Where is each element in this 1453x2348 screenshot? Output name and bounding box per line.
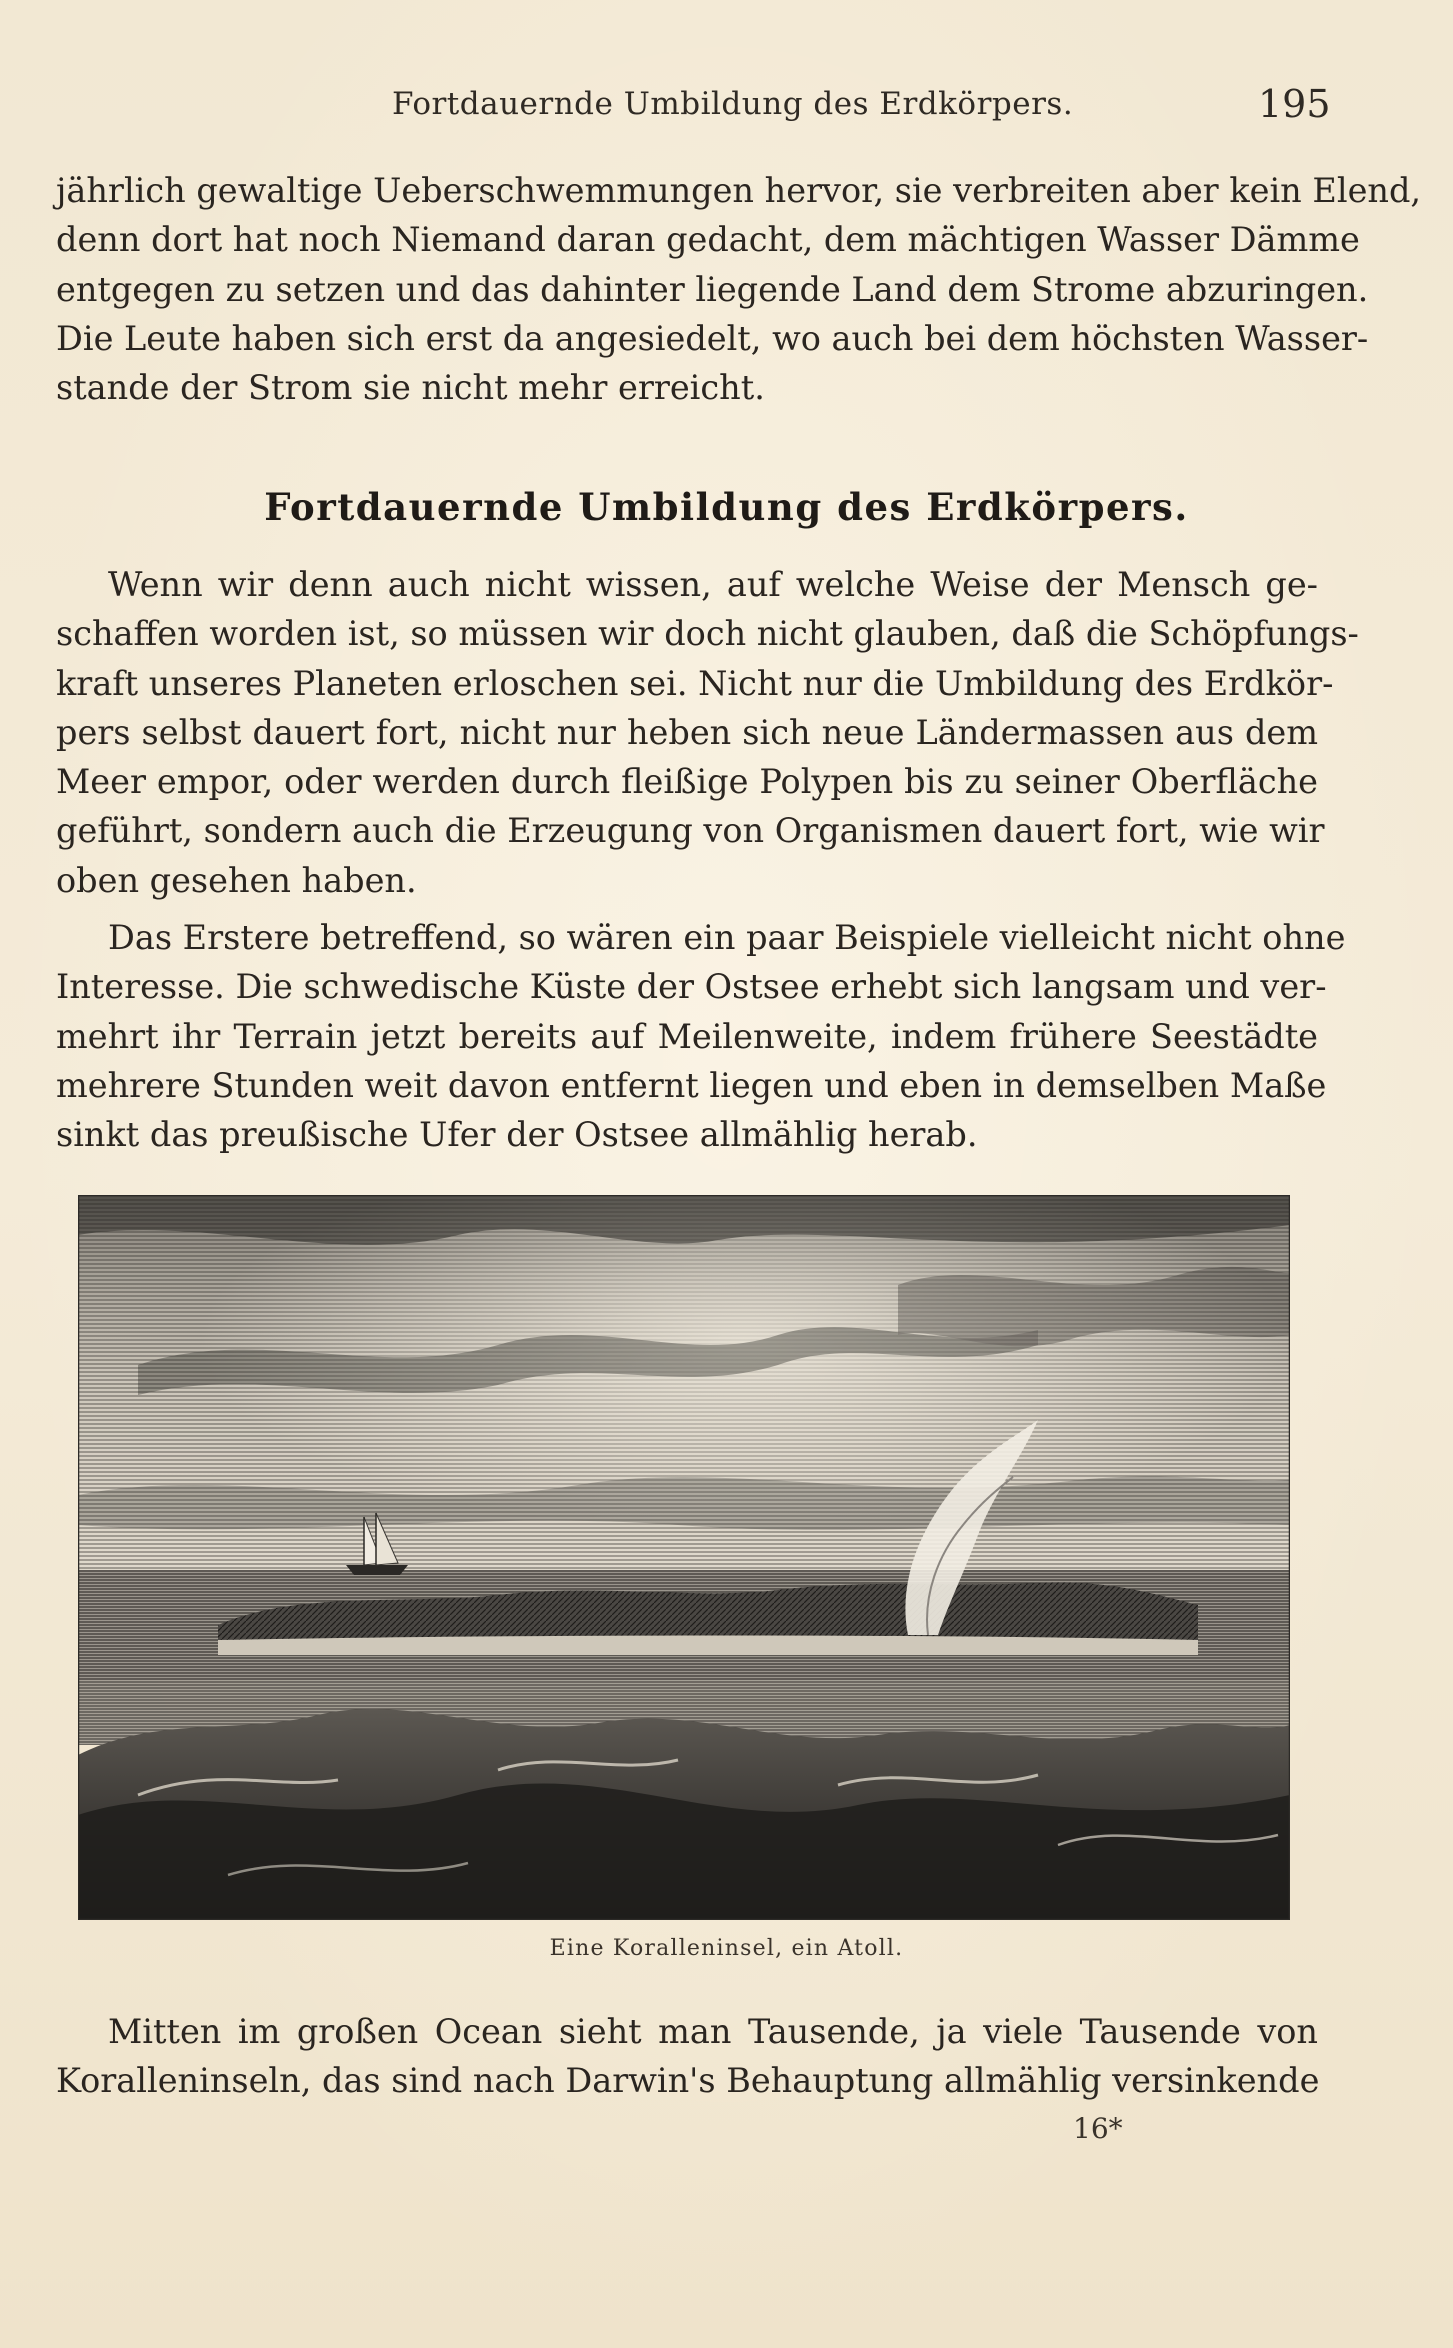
text-line: sinkt das preußische Ufer der Ostsee allmählig herab. [56, 1115, 978, 1155]
engraving-illustration [78, 1195, 1290, 1920]
paragraph-2 [56, 560, 1359, 905]
text-line: schaffen worden ist, so müssen wir doch nicht glauben, daß die Schöpfungs- [56, 614, 1359, 654]
text-line: Mitten im großen Ocean sieht man Tausende, ja viele Tausende von [108, 2012, 1318, 2051]
text-line: Interesse. Die schwedische Küste der Ostsee erhebt sich langsam und ver- [56, 967, 1327, 1007]
text-line: mehrere Stunden weit davon entfernt liegen und eben in demselben Maße [56, 1065, 1327, 1105]
paragraph-4 [56, 2007, 1318, 2106]
page-number: 195 [1258, 82, 1331, 126]
text-line: Das Erstere betreffend, so wären ein paar Beispiele vielleicht nicht ohne [108, 918, 1346, 957]
foreground-waves [78, 1709, 1290, 1920]
paragraph-3 [56, 913, 1346, 1159]
atoll-engraving [78, 1195, 1290, 1920]
figure-caption: Eine Koralleninsel, ein Atoll. [549, 1936, 904, 1961]
text-line: Koralleninseln, das sind nach Darwin's Behauptung allmählig versinkende [56, 2061, 1320, 2101]
paragraph-1 [56, 166, 1422, 412]
text-line: oben gesehen haben. [56, 860, 417, 900]
text-line: kraft unseres Planeten erloschen sei. Nicht nur die Umbildung des Erdkör- [56, 663, 1334, 703]
text-line: pers selbst dauert fort, nicht nur heben sich neue Ländermassen aus dem [56, 712, 1318, 752]
text-line: geführt, sondern auch die Erzeugung von Organismen dauert fort, wie wir [56, 811, 1325, 851]
text-line: denn dort hat noch Niemand daran gedacht, dem mächtigen Wasser Dämme [56, 220, 1360, 260]
section-heading: Fortdauernde Umbildung des Erdkörpers. [264, 485, 1189, 529]
page-header [0, 82, 1453, 132]
text-line: stande der Strom sie nicht mehr erreicht. [56, 368, 765, 408]
text-line: Meer empor, oder werden durch fleißige Polypen bis zu seiner Oberfläche [56, 762, 1318, 802]
signature-mark: 16* [1073, 2112, 1123, 2145]
text-line: Wenn wir denn auch nicht wissen, auf welche Weise der Mensch ge- [108, 565, 1318, 604]
text-line: entgegen zu setzen und das dahinter liegende Land dem Strome abzuringen. [56, 269, 1369, 309]
text-line: jährlich gewaltige Ueberschwemmungen hervor, sie verbreiten aber kein Elend, [56, 171, 1422, 210]
running-head: Fortdauernde Umbildung des Erdkörpers. [392, 86, 1074, 122]
text-line: mehrt ihr Terrain jetzt bereits auf Meilenweite, indem frühere Seestädte [56, 1016, 1318, 1056]
text-line: Die Leute haben sich erst da angesiedelt, wo auch bei dem höchsten Wasser- [56, 318, 1369, 358]
